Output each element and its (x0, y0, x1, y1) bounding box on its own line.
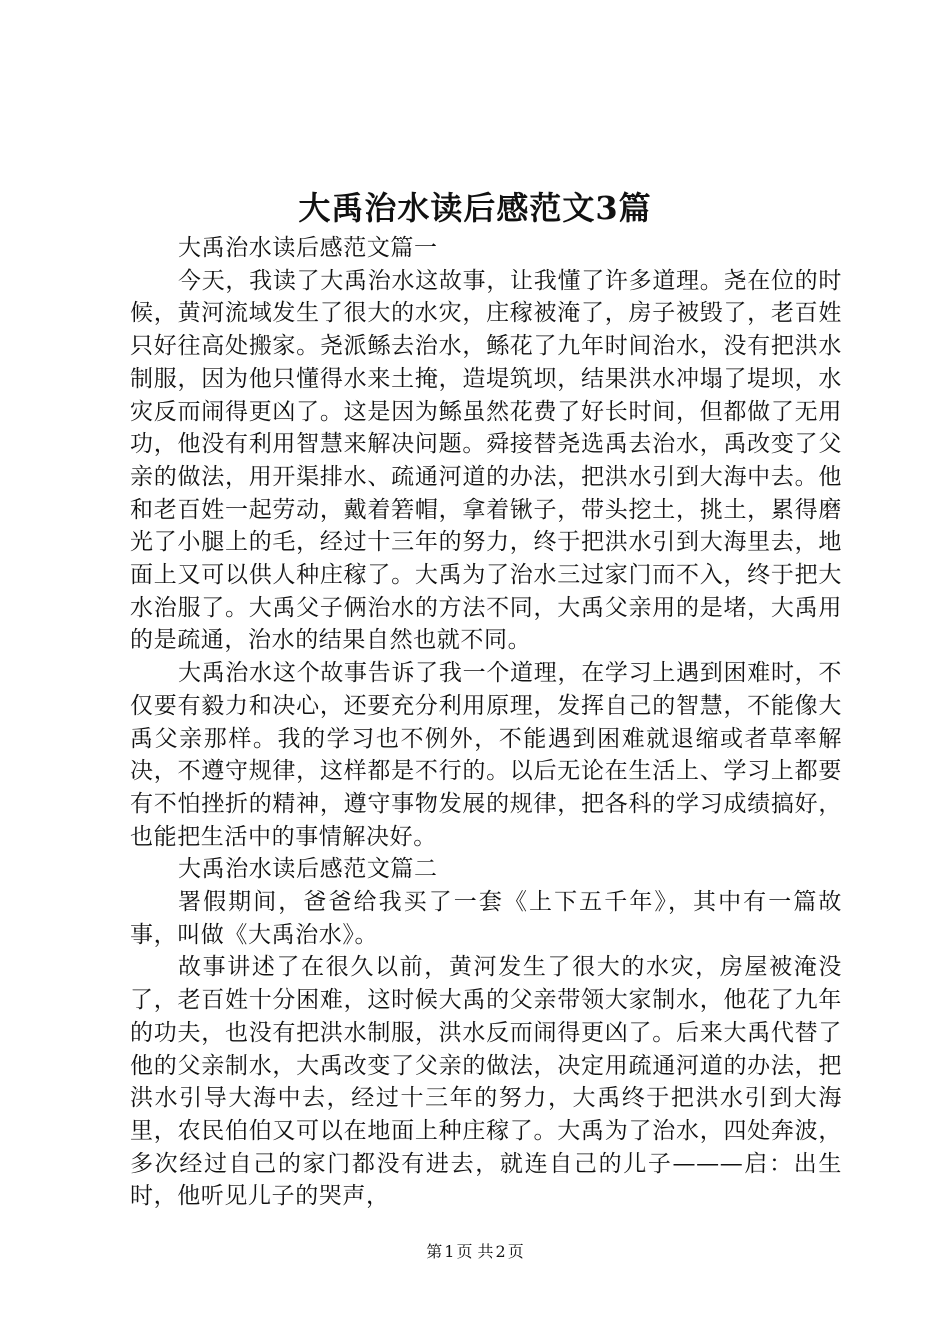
paragraph: 故事讲述了在很久以前，黄河发生了很大的水灾，房屋被淹没了，老百姓十分困难，这时候大禹的父亲带领大家制水，他花了九年的功夫，也没有把洪水制服，洪水反而闹得更凶了。后来大禹代替了他的父亲制水，大禹改变了父亲的做法，决定用疏通河道的办法，把洪水引导大海中去，经过十三年的努力，大禹终于把洪水引到大海里，农民伯伯又可以在地面上种庄稼了。大禹为了治水，四处奔波，多次经过自己的家门都没有进去，就连自己的儿子———启：出生时，他听见儿子的哭声， (130, 954, 842, 1210)
paragraph: 大禹治水这个故事告诉了我一个道理，在学习上遇到困难时，不仅要有毅力和决心，还要充分利用原理，发挥自己的智慧，不能像大禹父亲那样。我的学习也不例外，不能遇到困难就退缩或者草率解决，不遵守规律，这样都是不行的。以后无论在生活上、学习上都要有不怕挫折的精神，遵守事物发展的规律，把各科的学习成绩搞好，也能把生活中的事情解决好。 (130, 660, 842, 850)
section-heading-2: 大禹治水读后感范文篇二 (178, 856, 438, 883)
page-footer (0, 1240, 950, 1264)
page-total: 2 (495, 1242, 506, 1261)
paragraph: 署假期间，爸爸给我买了一套《上下五千年》，其中有一篇故事，叫做《大禹治水》。 (130, 889, 842, 948)
page-prefix: 第 (426, 1242, 443, 1261)
document-body (130, 232, 842, 1213)
paragraph: 今天，我读了大禹治水这故事，让我懂了许多道理。尧在位的时候，黄河流域发生了很大的水灾，庄稼被淹了，房子被毁了，老百姓只好往高处搬家。尧派鲧去治水，鲧花了九年时间治水，没有把洪水制服，因为他只懂得水来土掩，造堤筑坝，结果洪水冲塌了堤坝，水灾反而闹得更凶了。这是因为鲧虽然花费了好长时间，但都做了无用功，他没有利用智慧来解决问题。舜接替尧选禹去治水，禹改变了父亲的做法，用开渠排水、疏通河道的办法，把洪水引到大海中去。他和老百姓一起劳动，戴着箬帽，拿着锹子，带头挖土，挑土，累得磨光了小腿上的毛，经过十三年的努力，终于把洪水引到大海里去，地面上又可以供人种庄稼了。大禹为了治水三过家门而不入，终于把大水治服了。大禹父子俩治水的方法不同，大禹父亲用的是堵，大禹用的是疏通，治水的结果自然也就不同。 (130, 267, 842, 654)
page-suffix: 页 (507, 1242, 524, 1261)
section-heading-1: 大禹治水读后感范文篇一 (178, 235, 438, 261)
page-mid: 页 共 (456, 1242, 494, 1261)
page-current: 1 (444, 1242, 455, 1261)
document-title: 大禹治水读后感范文3篇 (298, 189, 652, 227)
